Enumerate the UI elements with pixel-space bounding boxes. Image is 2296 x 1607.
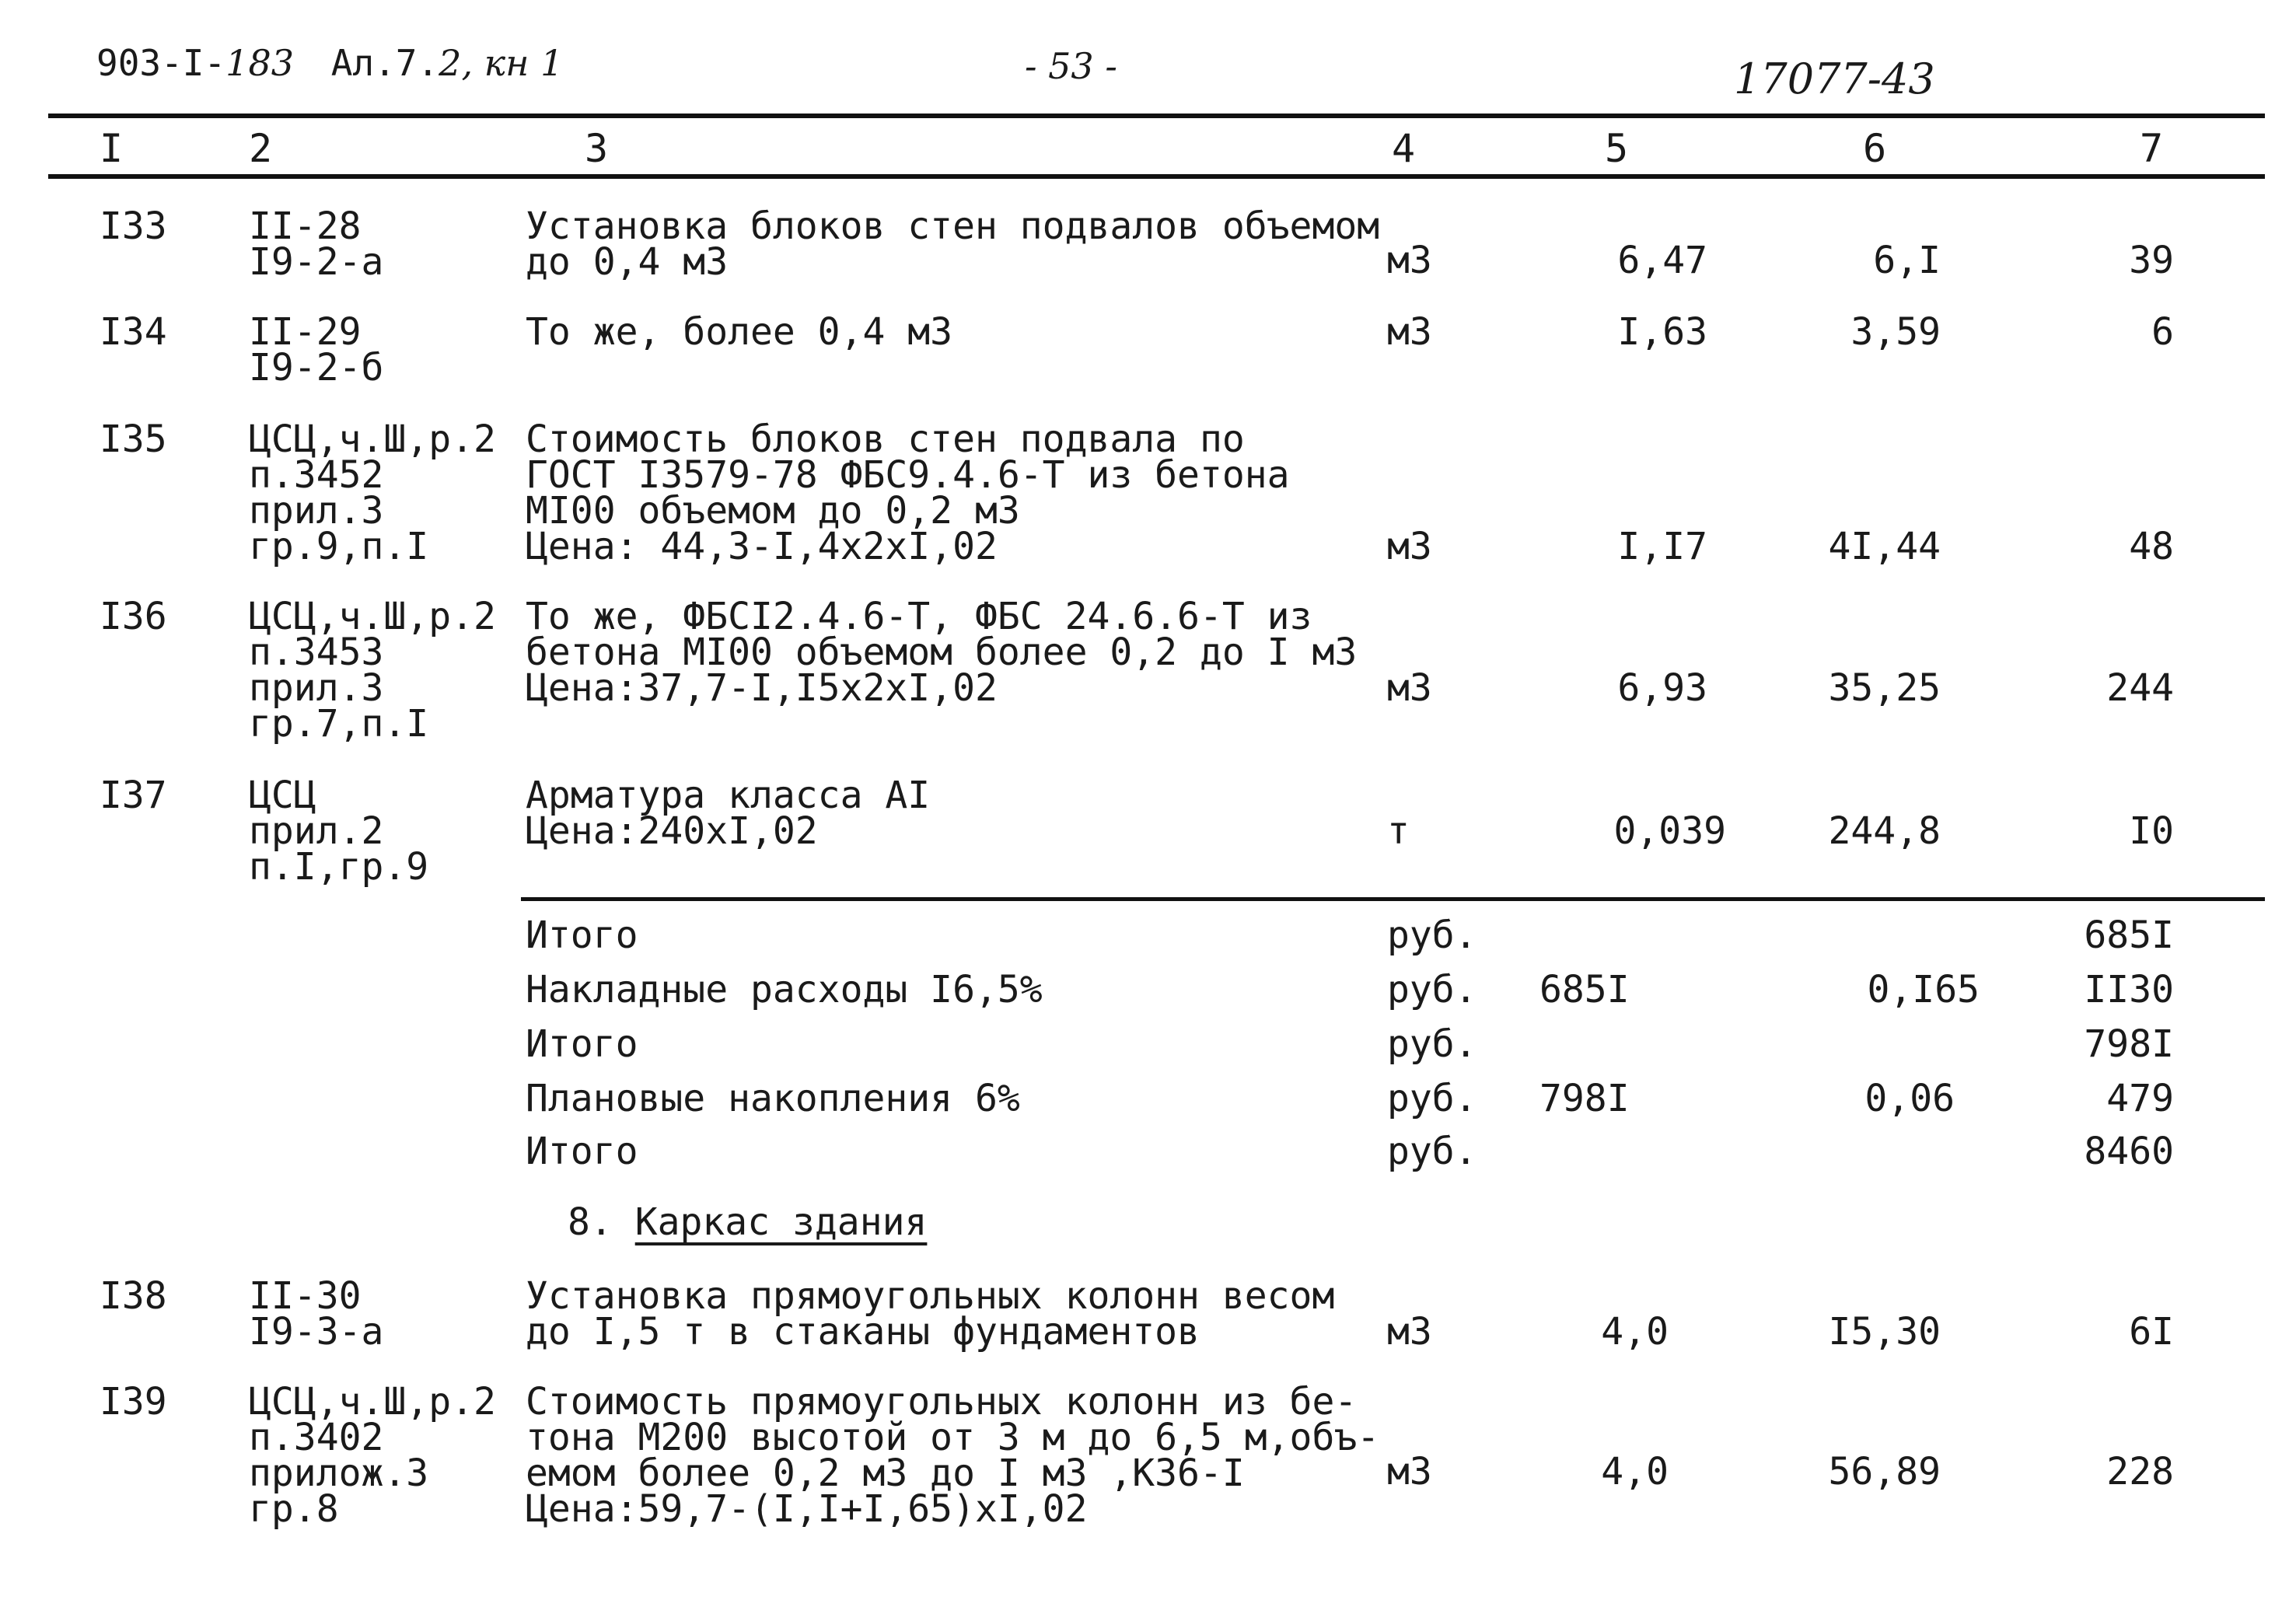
- subtotal-unit: руб.: [1387, 1130, 1477, 1173]
- row-unit: м3: [1387, 1310, 1432, 1354]
- subtotal-rule: [521, 897, 2265, 901]
- row-unit-price: 35,25: [1828, 666, 1941, 710]
- page-number: - 53 -: [1025, 45, 1117, 87]
- document-number: 17077-43: [1734, 54, 1935, 103]
- row-quantity: I,63: [1617, 310, 1707, 354]
- row-total: 6: [2151, 310, 2174, 354]
- subtotal-label: Итого: [526, 914, 638, 957]
- row-quantity: 6,93: [1617, 666, 1707, 710]
- row-total: 228: [2106, 1450, 2174, 1493]
- row-number: I37: [100, 774, 167, 817]
- row-number: I39: [100, 1380, 167, 1424]
- subtotal-label: Плановые накопления 6%: [526, 1077, 1020, 1120]
- row-number: I38: [100, 1274, 167, 1318]
- row-total: 244: [2106, 666, 2174, 710]
- row-code: II-28 I9-2-а: [249, 204, 384, 284]
- row-unit-price: I5,30: [1828, 1310, 1941, 1354]
- col-header-6: 6: [1863, 126, 1887, 171]
- row-unit-price: 244,8: [1828, 809, 1941, 853]
- row-quantity: 0,039: [1613, 809, 1726, 853]
- section-number: 8.: [568, 1200, 613, 1244]
- row-quantity: 4,0: [1601, 1310, 1669, 1354]
- col-header-7: 7: [2140, 126, 2164, 171]
- subtotal-unit: руб.: [1387, 1077, 1477, 1120]
- row-unit-price: 56,89: [1828, 1450, 1941, 1493]
- row-description: Стоимость прямоугольных колонн из бе- тона М200 высотой от 3 м до 6,5 м,объ- емом более 0,2 м3 до I м3 ,К36-I Цена:59,7-(I,I+I,65)хI,02: [526, 1380, 1380, 1531]
- subtotal-unit: руб.: [1387, 914, 1477, 957]
- row-number: I34: [100, 310, 167, 354]
- subtotal-total: 8460: [2084, 1130, 2174, 1173]
- row-description: Стоимость блоков стен подвала по ГОСТ I3579-78 ФБС9.4.6-Т из бетона МI00 объемом до 0,2 м3 Цена: 44,3-I,4х2хI,02: [526, 417, 1290, 568]
- row-code: II-30 I9-3-а: [249, 1274, 384, 1354]
- subtotal-base: 685I: [1539, 968, 1630, 1011]
- row-number: I35: [100, 417, 167, 461]
- subtotal-total: 798I: [2084, 1022, 2174, 1066]
- row-unit: м3: [1387, 1450, 1432, 1493]
- row-description: Установка прямоугольных колонн весом до I,5 т в стаканы фундаментов: [526, 1274, 1335, 1354]
- row-unit: м3: [1387, 525, 1432, 568]
- row-unit: м3: [1387, 310, 1432, 354]
- row-unit: т: [1387, 809, 1410, 853]
- subtotal-unit: руб.: [1387, 968, 1477, 1011]
- code-printed: 903-I-: [96, 42, 226, 84]
- row-code: ЦСЦ прил.2 п.I,гр.9: [249, 774, 429, 889]
- row-total: 6I: [2129, 1310, 2174, 1354]
- subtotal-total: 479: [2106, 1077, 2174, 1120]
- code-handwritten: 183: [225, 42, 294, 84]
- col-header-4: 4: [1392, 126, 1416, 171]
- subtotal-label: Итого: [526, 1022, 638, 1066]
- row-number: I36: [100, 595, 167, 638]
- document-code: [96, 42, 563, 84]
- album-handwritten: 2, кн 1: [439, 42, 564, 84]
- row-quantity: 6,47: [1617, 239, 1707, 282]
- row-quantity: 4,0: [1601, 1450, 1669, 1493]
- header-bottom-rule: [48, 174, 2265, 179]
- row-description: То же, более 0,4 м3: [526, 310, 953, 354]
- row-code: ЦСЦ,ч.Ш,р.2 п.3402 прилож.3 гр.8: [249, 1380, 496, 1531]
- row-quantity: I,I7: [1617, 525, 1707, 568]
- row-description: То же, ФБСI2.4.6-Т, ФБС 24.6.6-Т из бетона МI00 объемом более 0,2 до I м3 Цена:37,7-I,I5х2хI,02: [526, 595, 1358, 710]
- row-description: Арматура класса АI Цена:240хI,02: [526, 774, 931, 853]
- subtotal-total: 685I: [2084, 914, 2174, 957]
- row-total: I0: [2129, 809, 2174, 853]
- col-header-5: 5: [1605, 126, 1629, 171]
- row-unit-price: 4I,44: [1828, 525, 1941, 568]
- row-number: I33: [100, 204, 167, 248]
- row-unit-price: 3,59: [1850, 310, 1941, 354]
- subtotal-label: Накладные расходы I6,5%: [526, 968, 1043, 1011]
- row-code: II-29 I9-2-б: [249, 310, 384, 390]
- row-code: ЦСЦ,ч.Ш,р.2 п.3452 прил.3 гр.9,п.I: [249, 417, 496, 568]
- header-top-rule: [48, 114, 2265, 118]
- subtotal-label: Итого: [526, 1130, 638, 1173]
- col-header-2: 2: [249, 126, 273, 171]
- section-title: Каркас здания: [634, 1200, 928, 1244]
- section-heading: [568, 1200, 927, 1244]
- row-description: Установка блоков стен подвалов объемом до 0,4 м3: [526, 204, 1380, 284]
- row-unit: м3: [1387, 666, 1432, 710]
- row-total: 48: [2129, 525, 2174, 568]
- subtotal-total: II30: [2084, 968, 2174, 1011]
- col-header-1: I: [100, 126, 124, 171]
- col-header-3: 3: [585, 126, 609, 171]
- subtotal-rate: 0,I65: [1867, 968, 1980, 1011]
- album-printed: Ал.7.: [330, 42, 439, 84]
- subtotal-base: 798I: [1539, 1077, 1630, 1120]
- row-unit: м3: [1387, 239, 1432, 282]
- row-code: ЦСЦ,ч.Ш,р.2 п.3453 прил.3 гр.7,п.I: [249, 595, 496, 746]
- row-unit-price: 6,I: [1873, 239, 1941, 282]
- subtotal-rate: 0,06: [1864, 1077, 1955, 1120]
- row-total: 39: [2129, 239, 2174, 282]
- subtotal-unit: руб.: [1387, 1022, 1477, 1066]
